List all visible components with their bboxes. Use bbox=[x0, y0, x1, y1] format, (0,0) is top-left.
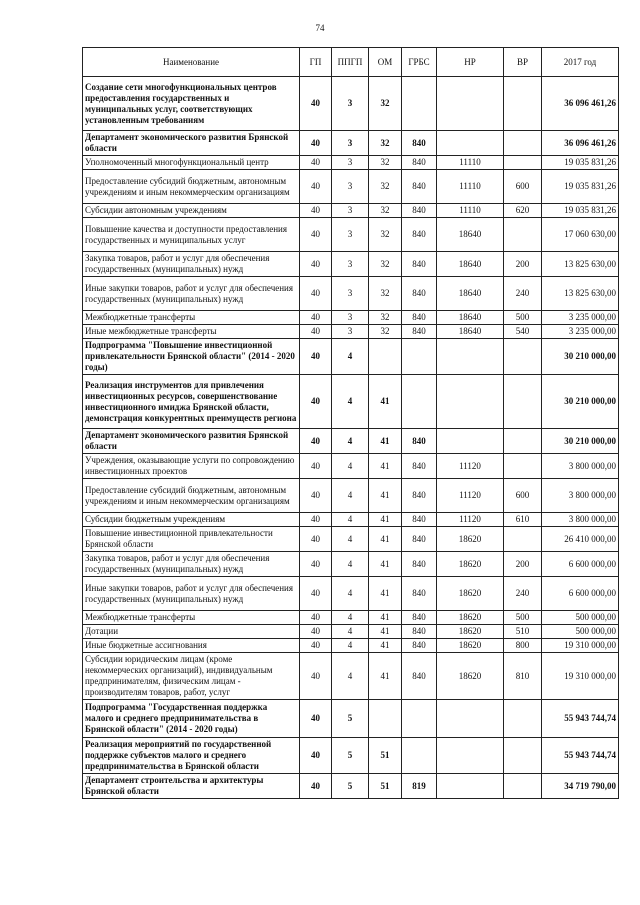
cell-om: 51 bbox=[369, 738, 402, 774]
cell-grbs bbox=[402, 339, 437, 375]
table-row bbox=[83, 252, 619, 277]
cell-name: Создание сети многофункциональных центров предоставления государственных и муниципальных услуг, соответствующих установленным требованиям bbox=[83, 77, 300, 131]
cell-name: Закупка товаров, работ и услуг для обеспечения государственных (муниципальных) нужд bbox=[83, 252, 300, 277]
cell-ppgp: 3 bbox=[332, 252, 369, 277]
cell-amount: 55 943 744,74 bbox=[542, 738, 619, 774]
cell-amount: 30 210 000,00 bbox=[542, 339, 619, 375]
cell-vr: 610 bbox=[504, 513, 542, 527]
cell-amount: 19 035 831,26 bbox=[542, 156, 619, 170]
cell-gp: 40 bbox=[300, 577, 332, 611]
cell-om: 41 bbox=[369, 375, 402, 429]
cell-nr: 18640 bbox=[437, 252, 504, 277]
header-vr: ВР bbox=[504, 48, 542, 77]
cell-om: 41 bbox=[369, 552, 402, 577]
cell-nr: 18620 bbox=[437, 611, 504, 625]
cell-nr bbox=[437, 429, 504, 454]
cell-ppgp: 4 bbox=[332, 611, 369, 625]
cell-ppgp: 4 bbox=[332, 577, 369, 611]
cell-om: 41 bbox=[369, 611, 402, 625]
cell-name: Предоставление субсидий бюджетным, автономным учреждениям и иным некоммерческим организациям bbox=[83, 170, 300, 204]
cell-ppgp: 4 bbox=[332, 513, 369, 527]
cell-grbs bbox=[402, 77, 437, 131]
cell-amount: 3 235 000,00 bbox=[542, 325, 619, 339]
header-ppgp: ППГП bbox=[332, 48, 369, 77]
cell-nr: 11120 bbox=[437, 454, 504, 479]
cell-vr: 510 bbox=[504, 625, 542, 639]
table-row bbox=[83, 738, 619, 774]
cell-amount: 36 096 461,26 bbox=[542, 77, 619, 131]
cell-grbs: 840 bbox=[402, 625, 437, 639]
cell-gp: 40 bbox=[300, 156, 332, 170]
cell-grbs: 840 bbox=[402, 552, 437, 577]
cell-gp: 40 bbox=[300, 218, 332, 252]
cell-vr bbox=[504, 339, 542, 375]
cell-om: 41 bbox=[369, 653, 402, 700]
cell-name: Дотации bbox=[83, 625, 300, 639]
cell-grbs: 840 bbox=[402, 156, 437, 170]
cell-vr bbox=[504, 700, 542, 738]
cell-amount: 55 943 744,74 bbox=[542, 700, 619, 738]
cell-gp: 40 bbox=[300, 454, 332, 479]
cell-gp: 40 bbox=[300, 325, 332, 339]
cell-vr bbox=[504, 774, 542, 799]
cell-gp: 40 bbox=[300, 375, 332, 429]
cell-om: 32 bbox=[369, 131, 402, 156]
cell-grbs: 840 bbox=[402, 577, 437, 611]
budget-table bbox=[82, 47, 619, 799]
header-gp: ГП bbox=[300, 48, 332, 77]
cell-gp: 40 bbox=[300, 131, 332, 156]
cell-nr: 18640 bbox=[437, 277, 504, 311]
cell-vr bbox=[504, 131, 542, 156]
cell-gp: 40 bbox=[300, 311, 332, 325]
cell-om: 32 bbox=[369, 218, 402, 252]
cell-gp: 40 bbox=[300, 479, 332, 513]
cell-gp: 40 bbox=[300, 639, 332, 653]
cell-grbs: 840 bbox=[402, 204, 437, 218]
table-row bbox=[83, 77, 619, 131]
cell-nr bbox=[437, 131, 504, 156]
cell-ppgp: 4 bbox=[332, 527, 369, 552]
cell-ppgp: 3 bbox=[332, 204, 369, 218]
cell-gp: 40 bbox=[300, 738, 332, 774]
cell-nr: 11110 bbox=[437, 204, 504, 218]
cell-gp: 40 bbox=[300, 527, 332, 552]
cell-om bbox=[369, 700, 402, 738]
cell-ppgp: 4 bbox=[332, 653, 369, 700]
table-row bbox=[83, 653, 619, 700]
cell-vr bbox=[504, 375, 542, 429]
cell-amount: 19 035 831,26 bbox=[542, 204, 619, 218]
header-name: Наименование bbox=[83, 48, 300, 77]
cell-om: 41 bbox=[369, 639, 402, 653]
cell-vr bbox=[504, 218, 542, 252]
cell-gp: 40 bbox=[300, 204, 332, 218]
cell-nr: 18640 bbox=[437, 218, 504, 252]
cell-nr: 11110 bbox=[437, 156, 504, 170]
table-row bbox=[83, 479, 619, 513]
header-row bbox=[83, 48, 619, 77]
cell-name: Закупка товаров, работ и услуг для обеспечения государственных (муниципальных) нужд bbox=[83, 552, 300, 577]
table-row bbox=[83, 204, 619, 218]
cell-vr: 200 bbox=[504, 252, 542, 277]
cell-amount: 17 060 630,00 bbox=[542, 218, 619, 252]
cell-amount: 30 210 000,00 bbox=[542, 429, 619, 454]
cell-ppgp: 4 bbox=[332, 339, 369, 375]
cell-name: Иные закупки товаров, работ и услуг для обеспечения государственных (муниципальных) нужд bbox=[83, 577, 300, 611]
cell-gp: 40 bbox=[300, 277, 332, 311]
cell-ppgp: 5 bbox=[332, 700, 369, 738]
table-row bbox=[83, 170, 619, 204]
cell-gp: 40 bbox=[300, 429, 332, 454]
cell-vr bbox=[504, 738, 542, 774]
cell-name: Учреждения, оказывающие услуги по сопровождению инвестиционных проектов bbox=[83, 454, 300, 479]
cell-amount: 19 310 000,00 bbox=[542, 639, 619, 653]
table-row bbox=[83, 611, 619, 625]
cell-nr bbox=[437, 774, 504, 799]
cell-om: 32 bbox=[369, 277, 402, 311]
cell-amount: 500 000,00 bbox=[542, 611, 619, 625]
cell-vr: 810 bbox=[504, 653, 542, 700]
cell-ppgp: 4 bbox=[332, 639, 369, 653]
cell-gp: 40 bbox=[300, 170, 332, 204]
page-number: 74 bbox=[315, 23, 325, 33]
cell-nr bbox=[437, 738, 504, 774]
cell-ppgp: 3 bbox=[332, 170, 369, 204]
cell-vr bbox=[504, 527, 542, 552]
cell-grbs: 840 bbox=[402, 611, 437, 625]
cell-amount: 34 719 790,00 bbox=[542, 774, 619, 799]
cell-ppgp: 4 bbox=[332, 429, 369, 454]
cell-grbs: 840 bbox=[402, 325, 437, 339]
table-row bbox=[83, 774, 619, 799]
cell-gp: 40 bbox=[300, 774, 332, 799]
cell-name: Иные межбюджетные трансферты bbox=[83, 325, 300, 339]
cell-gp: 40 bbox=[300, 339, 332, 375]
cell-amount: 3 800 000,00 bbox=[542, 513, 619, 527]
cell-om: 32 bbox=[369, 77, 402, 131]
cell-amount: 3 235 000,00 bbox=[542, 311, 619, 325]
cell-amount: 13 825 630,00 bbox=[542, 252, 619, 277]
cell-nr bbox=[437, 77, 504, 131]
cell-ppgp: 3 bbox=[332, 325, 369, 339]
cell-grbs: 840 bbox=[402, 513, 437, 527]
cell-om: 41 bbox=[369, 577, 402, 611]
cell-nr: 18640 bbox=[437, 311, 504, 325]
cell-vr: 500 bbox=[504, 611, 542, 625]
cell-ppgp: 4 bbox=[332, 454, 369, 479]
cell-om bbox=[369, 339, 402, 375]
table-row bbox=[83, 552, 619, 577]
cell-vr: 600 bbox=[504, 170, 542, 204]
table-row bbox=[83, 625, 619, 639]
cell-om: 32 bbox=[369, 204, 402, 218]
cell-om: 32 bbox=[369, 325, 402, 339]
header-grbs: ГРБС bbox=[402, 48, 437, 77]
cell-om: 41 bbox=[369, 454, 402, 479]
cell-vr bbox=[504, 429, 542, 454]
cell-amount: 36 096 461,26 bbox=[542, 131, 619, 156]
cell-vr: 540 bbox=[504, 325, 542, 339]
cell-ppgp: 3 bbox=[332, 131, 369, 156]
cell-nr: 18620 bbox=[437, 527, 504, 552]
cell-ppgp: 4 bbox=[332, 375, 369, 429]
table-row bbox=[83, 277, 619, 311]
cell-om: 32 bbox=[369, 252, 402, 277]
header-om: ОМ bbox=[369, 48, 402, 77]
cell-nr bbox=[437, 375, 504, 429]
cell-amount: 6 600 000,00 bbox=[542, 552, 619, 577]
table-row bbox=[83, 454, 619, 479]
cell-name: Межбюджетные трансферты bbox=[83, 311, 300, 325]
cell-name: Иные закупки товаров, работ и услуг для обеспечения государственных (муниципальных) нужд bbox=[83, 277, 300, 311]
cell-amount: 19 035 831,26 bbox=[542, 170, 619, 204]
cell-gp: 40 bbox=[300, 611, 332, 625]
cell-name: Уполномоченный многофункциональный центр bbox=[83, 156, 300, 170]
cell-amount: 19 310 000,00 bbox=[542, 653, 619, 700]
cell-om: 41 bbox=[369, 513, 402, 527]
table-row bbox=[83, 311, 619, 325]
cell-grbs: 840 bbox=[402, 252, 437, 277]
cell-ppgp: 5 bbox=[332, 738, 369, 774]
cell-vr bbox=[504, 77, 542, 131]
cell-name: Подпрограмма "Государственная поддержка малого и среднего предпринимательства в Брянской области" (2014 - 2020 годы) bbox=[83, 700, 300, 738]
cell-vr bbox=[504, 156, 542, 170]
cell-ppgp: 4 bbox=[332, 625, 369, 639]
cell-gp: 40 bbox=[300, 513, 332, 527]
cell-grbs: 840 bbox=[402, 479, 437, 513]
cell-name: Повышение качества и доступности предоставления государственных и муниципальных услуг bbox=[83, 218, 300, 252]
cell-gp: 40 bbox=[300, 552, 332, 577]
cell-nr: 18620 bbox=[437, 653, 504, 700]
cell-grbs: 840 bbox=[402, 311, 437, 325]
cell-name: Межбюджетные трансферты bbox=[83, 611, 300, 625]
cell-nr: 11110 bbox=[437, 170, 504, 204]
cell-om: 32 bbox=[369, 170, 402, 204]
cell-ppgp: 3 bbox=[332, 77, 369, 131]
cell-nr bbox=[437, 700, 504, 738]
cell-nr: 18620 bbox=[437, 552, 504, 577]
cell-vr: 200 bbox=[504, 552, 542, 577]
cell-vr: 800 bbox=[504, 639, 542, 653]
cell-ppgp: 5 bbox=[332, 774, 369, 799]
cell-grbs: 840 bbox=[402, 218, 437, 252]
cell-grbs: 840 bbox=[402, 454, 437, 479]
table-row bbox=[83, 131, 619, 156]
cell-amount: 500 000,00 bbox=[542, 625, 619, 639]
cell-vr: 600 bbox=[504, 479, 542, 513]
cell-gp: 40 bbox=[300, 625, 332, 639]
cell-name: Предоставление субсидий бюджетным, автономным учреждениям и иным некоммерческим организациям bbox=[83, 479, 300, 513]
cell-amount: 26 410 000,00 bbox=[542, 527, 619, 552]
table-row bbox=[83, 700, 619, 738]
table-row bbox=[83, 156, 619, 170]
table-row bbox=[83, 339, 619, 375]
cell-vr: 240 bbox=[504, 577, 542, 611]
cell-ppgp: 3 bbox=[332, 156, 369, 170]
cell-gp: 40 bbox=[300, 252, 332, 277]
cell-gp: 40 bbox=[300, 77, 332, 131]
cell-vr: 240 bbox=[504, 277, 542, 311]
cell-nr: 18640 bbox=[437, 325, 504, 339]
cell-vr: 620 bbox=[504, 204, 542, 218]
cell-om: 41 bbox=[369, 527, 402, 552]
cell-nr bbox=[437, 339, 504, 375]
cell-name: Департамент экономического развития Брянской области bbox=[83, 131, 300, 156]
cell-nr: 18620 bbox=[437, 577, 504, 611]
table-row bbox=[83, 527, 619, 552]
cell-grbs: 840 bbox=[402, 170, 437, 204]
cell-grbs bbox=[402, 700, 437, 738]
cell-amount: 13 825 630,00 bbox=[542, 277, 619, 311]
table-row bbox=[83, 639, 619, 653]
cell-name: Иные бюджетные ассигнования bbox=[83, 639, 300, 653]
cell-amount: 6 600 000,00 bbox=[542, 577, 619, 611]
table-row bbox=[83, 577, 619, 611]
cell-nr: 18620 bbox=[437, 639, 504, 653]
cell-nr: 11120 bbox=[437, 479, 504, 513]
table-row bbox=[83, 218, 619, 252]
cell-grbs: 840 bbox=[402, 653, 437, 700]
cell-vr bbox=[504, 454, 542, 479]
cell-grbs: 840 bbox=[402, 131, 437, 156]
cell-ppgp: 3 bbox=[332, 311, 369, 325]
cell-grbs: 840 bbox=[402, 277, 437, 311]
cell-grbs bbox=[402, 375, 437, 429]
cell-grbs: 840 bbox=[402, 429, 437, 454]
cell-name: Реализация мероприятий по государственной поддержке субъектов малого и среднего предпринимательства в Брянской области bbox=[83, 738, 300, 774]
cell-name: Департамент экономического развития Брянской области bbox=[83, 429, 300, 454]
header-year: 2017 год bbox=[542, 48, 619, 77]
cell-grbs: 819 bbox=[402, 774, 437, 799]
cell-om: 32 bbox=[369, 311, 402, 325]
cell-om: 41 bbox=[369, 625, 402, 639]
cell-grbs bbox=[402, 738, 437, 774]
cell-name: Подпрограмма "Повышение инвестиционной привлекательности Брянской области" (2014 - 2020 годы) bbox=[83, 339, 300, 375]
header-nr: НР bbox=[437, 48, 504, 77]
cell-nr: 11120 bbox=[437, 513, 504, 527]
table-row bbox=[83, 429, 619, 454]
cell-om: 32 bbox=[369, 156, 402, 170]
cell-amount: 3 800 000,00 bbox=[542, 454, 619, 479]
cell-om: 41 bbox=[369, 479, 402, 513]
cell-ppgp: 4 bbox=[332, 479, 369, 513]
table-row bbox=[83, 375, 619, 429]
table-row bbox=[83, 513, 619, 527]
cell-gp: 40 bbox=[300, 653, 332, 700]
cell-name: Департамент строительства и архитектуры Брянской области bbox=[83, 774, 300, 799]
cell-amount: 3 800 000,00 bbox=[542, 479, 619, 513]
cell-name: Субсидии юридическим лицам (кроме некоммерческих организаций), индивидуальным предпринимателям, физическим лицам - производителям товаров, работ, услуг bbox=[83, 653, 300, 700]
cell-nr: 18620 bbox=[437, 625, 504, 639]
cell-grbs: 840 bbox=[402, 639, 437, 653]
table-row bbox=[83, 325, 619, 339]
cell-om: 41 bbox=[369, 429, 402, 454]
cell-ppgp: 3 bbox=[332, 277, 369, 311]
cell-grbs: 840 bbox=[402, 527, 437, 552]
cell-vr: 500 bbox=[504, 311, 542, 325]
cell-name: Реализация инструментов для привлечения инвестиционных ресурсов, совершенствование инвестиционного имиджа Брянской области, демонстрация конкурентных преимуществ региона bbox=[83, 375, 300, 429]
cell-gp: 40 bbox=[300, 700, 332, 738]
cell-om: 51 bbox=[369, 774, 402, 799]
cell-amount: 30 210 000,00 bbox=[542, 375, 619, 429]
cell-ppgp: 3 bbox=[332, 218, 369, 252]
cell-name: Субсидии автономным учреждениям bbox=[83, 204, 300, 218]
cell-ppgp: 4 bbox=[332, 552, 369, 577]
cell-name: Субсидии бюджетным учреждениям bbox=[83, 513, 300, 527]
cell-name: Повышение инвестиционной привлекательности Брянской области bbox=[83, 527, 300, 552]
